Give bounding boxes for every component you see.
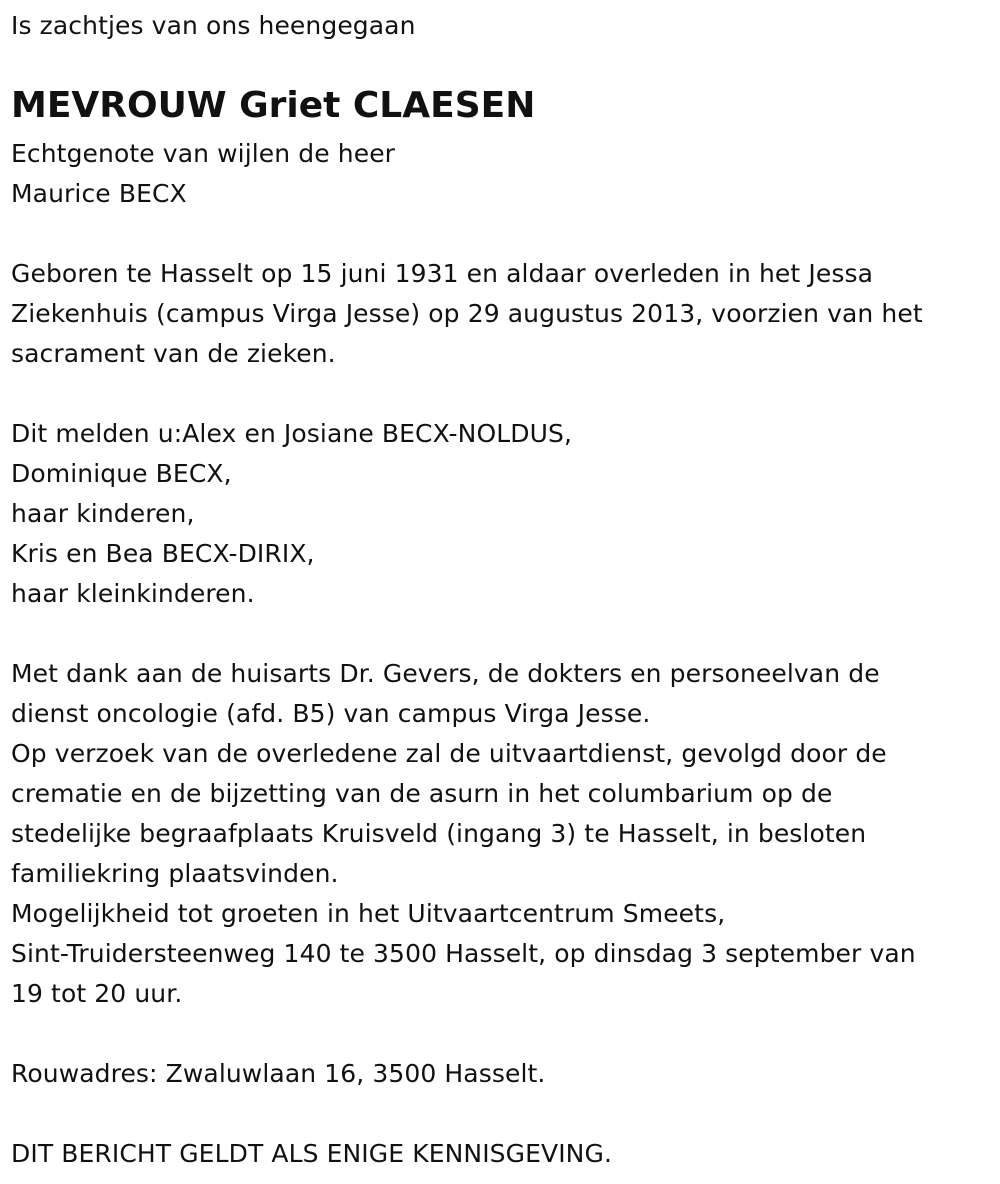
text-line: Echtgenote van wijlen de heer (11, 139, 396, 168)
text-line: Sint-Truidersteenweg 140 te 3500 Hasselt, op dinsdag 3 september van (11, 939, 916, 968)
text-line: Op verzoek van de overledene zal de uitvaartdienst, gevolgd door de (11, 739, 887, 768)
text-line: Ziekenhuis (campus Virga Jesse) op 29 augustus 2013, voorzien van het (11, 299, 923, 328)
mourning-address (11, 1054, 545, 1094)
deceased-name: MEVROUW Griet CLAESEN (11, 85, 536, 126)
text-line: 19 tot 20 uur. (11, 979, 183, 1008)
text-line: stedelijke begraafplaats Kruisveld (ingang 3) te Hasselt, in besloten (11, 819, 867, 848)
thanks-and-arrangements-paragraph (11, 654, 916, 1014)
birth-death-paragraph (11, 254, 923, 374)
text-line: crematie en de bijzetting van de asurn in het columbarium op de (11, 779, 833, 808)
text-line: haar kleinkinderen. (11, 579, 255, 608)
closing-line: DIT BERICHT GELDT ALS ENIGE KENNISGEVING. (11, 1139, 612, 1168)
text-line: familiekring plaatsvinden. (11, 859, 339, 888)
text-line: Met dank aan de huisarts Dr. Gevers, de dokters en personeelvan de (11, 659, 880, 688)
address-line: Rouwadres: Zwaluwlaan 16, 3500 Hasselt. (11, 1059, 546, 1088)
text-line: Mogelijkheid tot groeten in het Uitvaartcentrum Smeets, (11, 899, 726, 928)
intro-line: Is zachtjes van ons heengegaan (11, 11, 416, 40)
text-line: sacrament van de zieken. (11, 339, 336, 368)
family-paragraph (11, 414, 572, 614)
spouse-paragraph (11, 134, 395, 214)
text-line: Dominique BECX, (11, 459, 232, 488)
text-line: Geboren te Hasselt op 15 juni 1931 en aldaar overleden in het Jessa (11, 259, 873, 288)
text-line: haar kinderen, (11, 499, 195, 528)
text-line: dienst oncologie (afd. B5) van campus Virga Jesse. (11, 699, 651, 728)
text-line: Maurice BECX (11, 179, 187, 208)
text-line: Kris en Bea BECX-DIRIX, (11, 539, 315, 568)
closing-statement (11, 1134, 612, 1174)
text-line: Dit melden u:Alex en Josiane BECX-NOLDUS, (11, 419, 573, 448)
